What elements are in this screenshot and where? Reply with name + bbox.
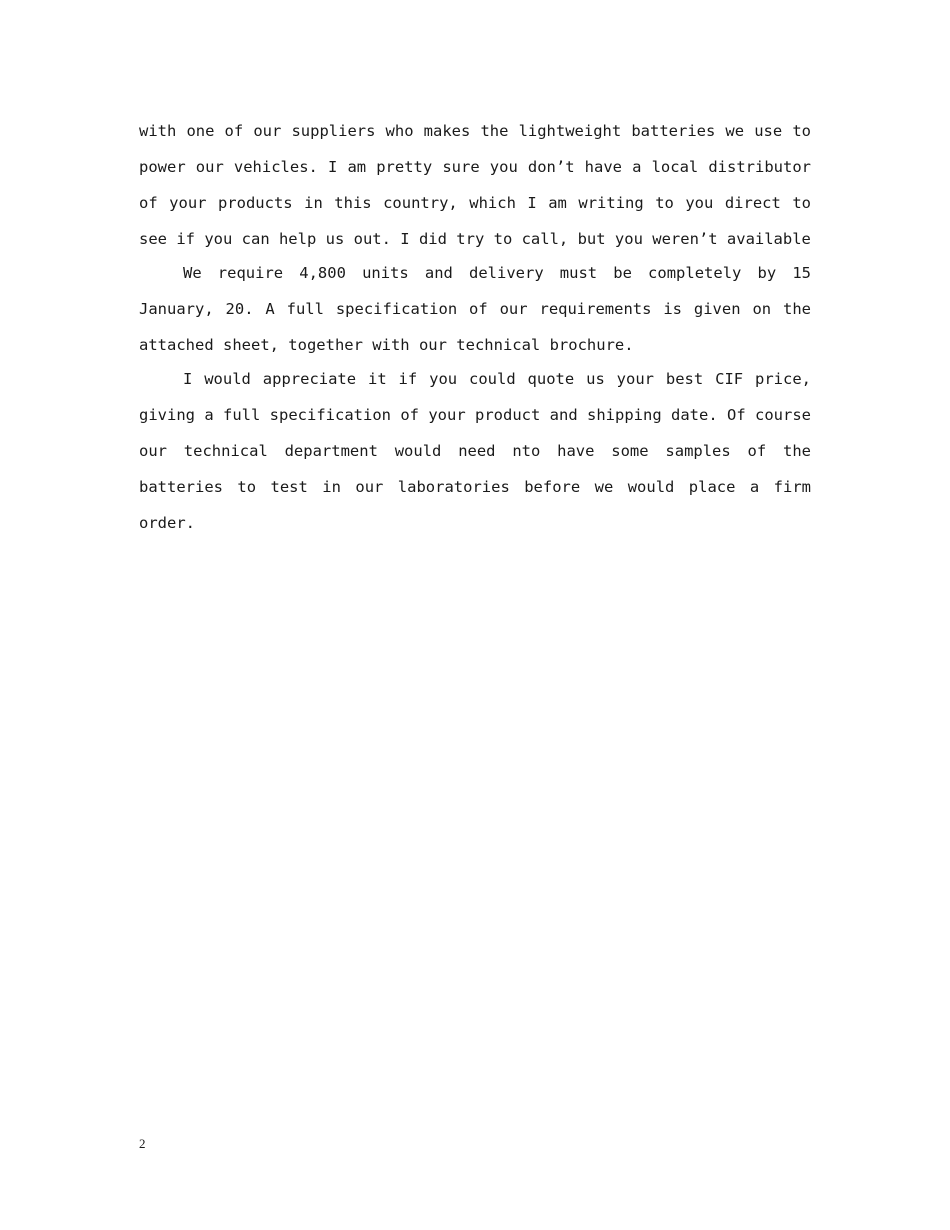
paragraph-quote-request: I would appreciate it if you could quote us your best CIF price, giving a full specification of your product and shipping date. Of course our technical department would need nto have some samples of the batteries to test in our laboratories before we would place a firm order. bbox=[139, 370, 811, 532]
paragraph-continuation: with one of our suppliers who makes the lightweight batteries we use to power our vehicles. I am pretty sure you don’t have a local distributor of your products in this country, which I am writing to you direct to see if you can help us out. I did try to call, but you weren’t available bbox=[139, 122, 811, 248]
page-number: 2 bbox=[139, 1136, 146, 1151]
letter-body bbox=[139, 113, 811, 541]
paragraph-order-requirements: We require 4,800 units and delivery must be completely by 15 January, 20. A full specification of our requirements is given on the attached sheet, together with our technical brochure. bbox=[139, 264, 811, 354]
